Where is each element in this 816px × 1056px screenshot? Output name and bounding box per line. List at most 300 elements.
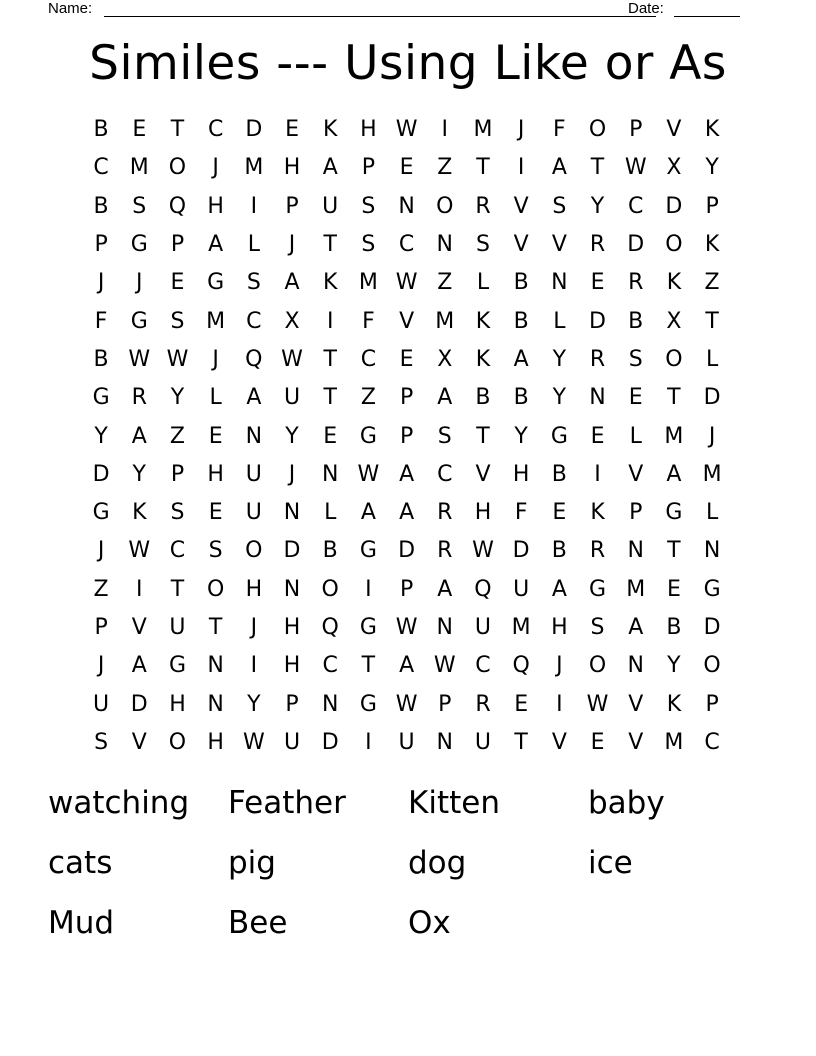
grid-letter: D bbox=[665, 193, 683, 219]
grid-letter: L bbox=[209, 385, 222, 411]
grid-letter: Q bbox=[321, 615, 339, 640]
grid-letter: X bbox=[666, 155, 682, 181]
grid-letter: T bbox=[323, 232, 337, 258]
grid-letter: T bbox=[323, 346, 337, 372]
grid-letter: G bbox=[92, 385, 110, 411]
grid-letter: V bbox=[628, 691, 644, 717]
grid-letter: N bbox=[627, 653, 644, 679]
page-title: Similes --- Using Like or As bbox=[89, 36, 727, 91]
grid-letter: Y bbox=[590, 193, 605, 219]
grid-row bbox=[82, 188, 732, 226]
word-list-item: Mud bbox=[48, 905, 115, 941]
grid-letter: E bbox=[323, 423, 338, 449]
grid-letter: Z bbox=[704, 270, 720, 296]
grid-letter: A bbox=[513, 346, 529, 372]
grid-letter: S bbox=[552, 193, 567, 219]
grid-letter: U bbox=[245, 500, 262, 526]
grid-letter: N bbox=[245, 423, 263, 449]
grid-letter: L bbox=[629, 423, 642, 449]
grid-letter: B bbox=[628, 308, 644, 334]
grid-letter: D bbox=[398, 538, 416, 564]
grid-letter: J bbox=[250, 615, 258, 640]
grid-letter: D bbox=[245, 117, 263, 143]
grid-row bbox=[82, 264, 732, 302]
grid-letter: V bbox=[551, 729, 567, 755]
grid-row bbox=[82, 571, 732, 609]
grid-letter: A bbox=[399, 461, 415, 487]
grid-letter: C bbox=[207, 117, 224, 143]
grid-letter: M bbox=[129, 155, 149, 181]
grid-letter: A bbox=[322, 155, 338, 181]
grid-letter: P bbox=[705, 691, 719, 717]
grid-letter: U bbox=[474, 615, 492, 640]
grid-letter: U bbox=[322, 193, 339, 219]
grid-letter: A bbox=[208, 232, 224, 258]
grid-letter: I bbox=[556, 691, 563, 717]
grid-letter: C bbox=[93, 155, 109, 181]
grid-letter: Q bbox=[168, 193, 187, 219]
grid-letter: W bbox=[166, 346, 189, 372]
grid-letter: S bbox=[170, 308, 185, 334]
grid-letter: C bbox=[322, 653, 338, 679]
word-list-item: cats bbox=[48, 845, 113, 881]
grid-letter: U bbox=[93, 691, 110, 717]
grid-letter: Q bbox=[245, 346, 263, 372]
grid-letter: N bbox=[436, 232, 454, 258]
grid-letter: J bbox=[97, 653, 105, 679]
grid-letter: H bbox=[169, 691, 186, 717]
grid-letter: D bbox=[92, 461, 110, 487]
grid-letter: A bbox=[437, 576, 453, 602]
grid-letter: S bbox=[208, 538, 223, 564]
grid-letter: P bbox=[399, 385, 414, 411]
grid-letter: G bbox=[130, 308, 148, 334]
grid-letter: C bbox=[437, 461, 453, 487]
grid-letter: J bbox=[97, 270, 105, 296]
grid-letter: K bbox=[475, 346, 491, 372]
grid-letter: T bbox=[514, 729, 528, 755]
grid-letter: W bbox=[281, 346, 303, 372]
grid-letter: B bbox=[93, 117, 109, 143]
grid-letter: V bbox=[131, 729, 147, 755]
word-list-item: baby bbox=[588, 785, 665, 821]
grid-letter: B bbox=[513, 270, 529, 296]
grid-letter: D bbox=[130, 691, 148, 717]
grid-letter: J bbox=[556, 653, 563, 679]
grid-letter: C bbox=[704, 729, 720, 755]
grid-letter: E bbox=[208, 500, 223, 526]
grid-letter: V bbox=[131, 615, 147, 640]
grid-letter: G bbox=[703, 576, 721, 602]
grid-letter: E bbox=[208, 423, 223, 449]
grid-letter: M bbox=[511, 615, 531, 640]
grid-letter: V bbox=[666, 117, 682, 143]
grid-letter: R bbox=[475, 193, 491, 219]
grid-letter: M bbox=[435, 308, 455, 334]
grid-letter: E bbox=[170, 270, 185, 296]
grid-letter: T bbox=[170, 576, 185, 602]
grid-letter: E bbox=[628, 385, 643, 411]
grid-letter: A bbox=[551, 576, 567, 602]
grid-letter: W bbox=[586, 691, 609, 717]
grid-letter: B bbox=[93, 193, 109, 219]
grid-letter: M bbox=[626, 576, 646, 602]
grid-letter: N bbox=[321, 691, 339, 717]
grid-letter: N bbox=[283, 576, 301, 602]
grid-letter: A bbox=[399, 653, 415, 679]
grid-letter: O bbox=[168, 729, 187, 755]
grid-letter: H bbox=[207, 461, 224, 487]
grid-letter: S bbox=[170, 500, 185, 526]
grid-letter: E bbox=[552, 500, 567, 526]
grid-letter: T bbox=[208, 615, 223, 640]
grid-letter: L bbox=[705, 500, 719, 526]
grid-letter: N bbox=[283, 500, 301, 526]
grid-letter: H bbox=[551, 615, 568, 640]
grid-letter: A bbox=[437, 385, 453, 411]
grid-letter: O bbox=[206, 576, 225, 602]
grid-letter: P bbox=[399, 423, 414, 449]
grid-letter: N bbox=[703, 538, 721, 564]
grid-row bbox=[82, 647, 732, 685]
grid-letter: H bbox=[283, 155, 301, 181]
grid-row bbox=[82, 302, 732, 340]
grid-letter: N bbox=[207, 653, 224, 679]
grid-letter: I bbox=[326, 308, 334, 334]
grid-letter: P bbox=[94, 232, 108, 258]
grid-letter: E bbox=[666, 576, 681, 602]
grid-letter: W bbox=[433, 653, 456, 679]
grid-letter: W bbox=[624, 155, 647, 181]
grid-letter: C bbox=[169, 538, 186, 564]
grid-letter: G bbox=[359, 538, 377, 564]
grid-letter: P bbox=[399, 576, 414, 602]
grid-letter: N bbox=[436, 615, 454, 640]
grid-letter: H bbox=[360, 117, 377, 143]
grid-letter: N bbox=[589, 385, 606, 411]
grid-letter: J bbox=[212, 155, 219, 181]
word-list-item: watching bbox=[48, 785, 190, 821]
grid-letter: I bbox=[441, 117, 449, 143]
word-list-item: pig bbox=[228, 845, 276, 881]
grid-letter: Z bbox=[437, 155, 453, 181]
grid-letter: L bbox=[705, 346, 719, 372]
grid-letter: X bbox=[284, 308, 300, 334]
grid-letter: Z bbox=[169, 423, 185, 449]
grid-letter: K bbox=[704, 232, 720, 258]
grid-letter: T bbox=[667, 538, 681, 564]
grid-letter: H bbox=[245, 576, 263, 602]
grid-letter: I bbox=[250, 193, 258, 219]
grid-letter: Y bbox=[667, 653, 681, 679]
grid-letter: S bbox=[590, 615, 605, 640]
grid-letter: M bbox=[702, 461, 722, 487]
grid-letter: U bbox=[283, 385, 301, 411]
grid-letter: P bbox=[94, 615, 108, 640]
grid-letter: L bbox=[247, 232, 260, 258]
grid-letter: U bbox=[513, 576, 530, 602]
grid-letter: H bbox=[283, 653, 301, 679]
grid-letter: C bbox=[246, 308, 262, 334]
grid-letter: D bbox=[627, 232, 645, 258]
grid-letter: R bbox=[475, 691, 491, 717]
grid-letter: E bbox=[285, 117, 299, 143]
grid-letter: N bbox=[398, 193, 415, 219]
grid-letter: R bbox=[589, 232, 606, 258]
grid-letter: P bbox=[361, 155, 376, 181]
grid-letter: H bbox=[512, 461, 530, 487]
grid-letter: W bbox=[472, 538, 494, 564]
grid-letter: H bbox=[474, 500, 492, 526]
grid-letter: T bbox=[667, 385, 681, 411]
grid-letter: L bbox=[324, 500, 337, 526]
grid-letter: W bbox=[395, 117, 418, 143]
grid-letter: T bbox=[170, 117, 185, 143]
grid-row bbox=[82, 494, 732, 532]
grid-letter: I bbox=[250, 653, 258, 679]
grid-letter: T bbox=[476, 423, 490, 449]
grid-letter: I bbox=[136, 576, 143, 602]
grid-letter: C bbox=[398, 232, 415, 258]
grid-row bbox=[82, 456, 732, 494]
grid-letter: A bbox=[360, 500, 376, 526]
grid-letter: N bbox=[627, 538, 644, 564]
grid-letter: K bbox=[323, 270, 338, 296]
grid-row bbox=[82, 724, 732, 762]
grid-letter: M bbox=[664, 423, 684, 449]
grid-letter: P bbox=[285, 193, 299, 219]
grid-letter: O bbox=[665, 232, 683, 258]
grid-letter: K bbox=[666, 270, 682, 296]
grid-letter: N bbox=[207, 691, 224, 717]
grid-letter: Y bbox=[247, 691, 261, 717]
grid-letter: G bbox=[130, 232, 148, 258]
grid-letter: H bbox=[207, 193, 224, 219]
grid-letter: P bbox=[285, 691, 299, 717]
grid-letter: P bbox=[705, 193, 719, 219]
grid-letter: G bbox=[207, 270, 225, 296]
grid-letter: G bbox=[359, 691, 377, 717]
grid-letter: X bbox=[437, 346, 453, 372]
grid-letter: V bbox=[513, 193, 529, 219]
grid-letter: B bbox=[513, 385, 529, 411]
grid-letter: X bbox=[666, 308, 682, 334]
grid-letter: N bbox=[551, 270, 568, 296]
name-date-header bbox=[48, 0, 740, 20]
grid-row bbox=[82, 532, 732, 570]
word-list-item: dog bbox=[408, 845, 467, 881]
grid-row bbox=[82, 111, 732, 149]
grid-letter: S bbox=[628, 346, 643, 372]
grid-letter: Z bbox=[360, 385, 376, 411]
grid-letter: A bbox=[666, 461, 682, 487]
grid-letter: A bbox=[399, 500, 415, 526]
grid-letter: S bbox=[246, 270, 261, 296]
grid-letter: U bbox=[283, 729, 301, 755]
grid-letter: B bbox=[551, 538, 567, 564]
grid-letter: R bbox=[589, 346, 606, 372]
grid-letter: D bbox=[283, 538, 301, 564]
grid-letter: D bbox=[589, 308, 606, 334]
grid-letter: W bbox=[128, 538, 151, 564]
grid-row bbox=[82, 149, 732, 187]
date-label: Date: bbox=[628, 0, 664, 17]
grid-letter: Q bbox=[512, 653, 530, 679]
grid-letter: K bbox=[132, 500, 147, 526]
grid-letter: L bbox=[553, 308, 566, 334]
grid-letter: R bbox=[628, 270, 644, 296]
grid-letter: E bbox=[132, 117, 147, 143]
grid-letter: O bbox=[588, 117, 607, 143]
grid-letter: R bbox=[131, 385, 147, 411]
grid-letter: O bbox=[436, 193, 454, 219]
grid-letter: A bbox=[551, 155, 567, 181]
grid-letter: O bbox=[665, 346, 683, 372]
grid-letter: O bbox=[168, 155, 187, 181]
grid-letter: J bbox=[136, 270, 143, 296]
grid-letter: S bbox=[475, 232, 490, 258]
grid-letter: M bbox=[244, 155, 264, 181]
grid-letter: K bbox=[590, 500, 605, 526]
grid-letter: D bbox=[703, 385, 721, 411]
grid-letter: M bbox=[358, 270, 378, 296]
grid-letter: G bbox=[589, 576, 607, 602]
grid-letter: A bbox=[284, 270, 300, 296]
grid-letter: W bbox=[395, 615, 418, 640]
grid-letter: P bbox=[629, 500, 643, 526]
grid-letter: T bbox=[323, 385, 337, 411]
grid-letter: Y bbox=[552, 385, 567, 411]
grid-letter: G bbox=[92, 500, 110, 526]
grid-letter: G bbox=[359, 615, 377, 640]
grid-letter: O bbox=[588, 653, 607, 679]
grid-letter: D bbox=[703, 615, 721, 640]
grid-letter: Z bbox=[93, 576, 109, 602]
grid-letter: J bbox=[708, 423, 716, 449]
grid-letter: W bbox=[395, 691, 418, 717]
grid-letter: V bbox=[628, 729, 644, 755]
grid-letter: G bbox=[550, 423, 568, 449]
grid-letter: R bbox=[437, 500, 453, 526]
grid-letter: P bbox=[170, 232, 185, 258]
grid-letter: G bbox=[665, 500, 683, 526]
grid-letter: R bbox=[589, 538, 606, 564]
word-list-item: Ox bbox=[408, 905, 451, 941]
grid-letter: I bbox=[365, 576, 372, 602]
word-list-item: ice bbox=[588, 845, 633, 881]
grid-letter: Y bbox=[705, 155, 719, 181]
grid-letter: D bbox=[512, 538, 530, 564]
grid-letter: V bbox=[513, 232, 529, 258]
grid-letter: K bbox=[323, 117, 338, 143]
date-field-line[interactable] bbox=[674, 16, 740, 17]
grid-letter: L bbox=[476, 270, 490, 296]
grid-letter: Q bbox=[474, 576, 492, 602]
grid-letter: O bbox=[703, 653, 721, 679]
grid-letter: U bbox=[245, 461, 262, 487]
grid-letter: Y bbox=[285, 423, 299, 449]
letter-grid bbox=[82, 111, 732, 762]
grid-letter: P bbox=[438, 691, 452, 717]
grid-letter: I bbox=[594, 461, 601, 487]
grid-letter: Y bbox=[94, 423, 108, 449]
name-label: Name: bbox=[48, 0, 93, 17]
grid-letter: N bbox=[321, 461, 339, 487]
grid-letter: H bbox=[207, 729, 224, 755]
grid-letter: E bbox=[590, 270, 605, 296]
grid-row bbox=[82, 685, 732, 723]
grid-letter: E bbox=[590, 729, 605, 755]
grid-letter: Y bbox=[514, 423, 528, 449]
word-list-item: Feather bbox=[228, 785, 346, 821]
grid-letter: A bbox=[131, 423, 147, 449]
grid-letter: T bbox=[705, 308, 719, 334]
grid-letter: W bbox=[128, 346, 151, 372]
grid-row bbox=[82, 609, 732, 647]
grid-letter: T bbox=[590, 155, 605, 181]
grid-letter: I bbox=[517, 155, 525, 181]
grid-letter: W bbox=[395, 270, 418, 296]
grid-letter: W bbox=[357, 461, 380, 487]
grid-letter: J bbox=[212, 346, 219, 372]
grid-row bbox=[82, 341, 732, 379]
grid-letter: J bbox=[517, 117, 525, 143]
grid-letter: K bbox=[475, 308, 491, 334]
grid-letter: Y bbox=[132, 461, 146, 487]
grid-letter: C bbox=[360, 346, 377, 372]
grid-letter: S bbox=[361, 232, 376, 258]
grid-letter: T bbox=[361, 653, 376, 679]
grid-letter: A bbox=[628, 615, 644, 640]
grid-letter: J bbox=[288, 232, 296, 258]
grid-letter: F bbox=[553, 117, 566, 143]
grid-letter: U bbox=[398, 729, 415, 755]
grid-row bbox=[82, 226, 732, 264]
grid-letter: C bbox=[628, 193, 644, 219]
grid-letter: S bbox=[361, 193, 376, 219]
grid-letter: E bbox=[514, 691, 529, 717]
grid-letter: F bbox=[514, 500, 528, 526]
grid-letter: D bbox=[321, 729, 339, 755]
grid-letter: F bbox=[94, 308, 108, 334]
grid-row bbox=[82, 379, 732, 417]
grid-letter: S bbox=[132, 193, 147, 219]
grid-letter: A bbox=[246, 385, 262, 411]
word-list-item: Bee bbox=[228, 905, 288, 941]
grid-letter: G bbox=[168, 653, 186, 679]
grid-letter: O bbox=[321, 576, 339, 602]
grid-letter: W bbox=[242, 729, 265, 755]
grid-letter: U bbox=[474, 729, 492, 755]
grid-letter: B bbox=[551, 461, 567, 487]
grid-letter: V bbox=[475, 461, 491, 487]
grid-letter: R bbox=[437, 538, 453, 564]
grid-letter: N bbox=[436, 729, 454, 755]
grid-letter: J bbox=[288, 461, 296, 487]
grid-letter: B bbox=[513, 308, 529, 334]
name-field-line[interactable] bbox=[104, 16, 656, 17]
grid-letter: B bbox=[475, 385, 491, 411]
grid-letter: M bbox=[473, 117, 493, 143]
grid-letter: G bbox=[359, 423, 377, 449]
grid-letter: H bbox=[283, 615, 301, 640]
grid-letter: V bbox=[551, 232, 567, 258]
grid-letter: K bbox=[666, 691, 682, 717]
grid-letter: V bbox=[628, 461, 644, 487]
grid-letter: B bbox=[93, 346, 109, 372]
grid-letter: Y bbox=[170, 385, 185, 411]
grid-letter: E bbox=[399, 346, 414, 372]
